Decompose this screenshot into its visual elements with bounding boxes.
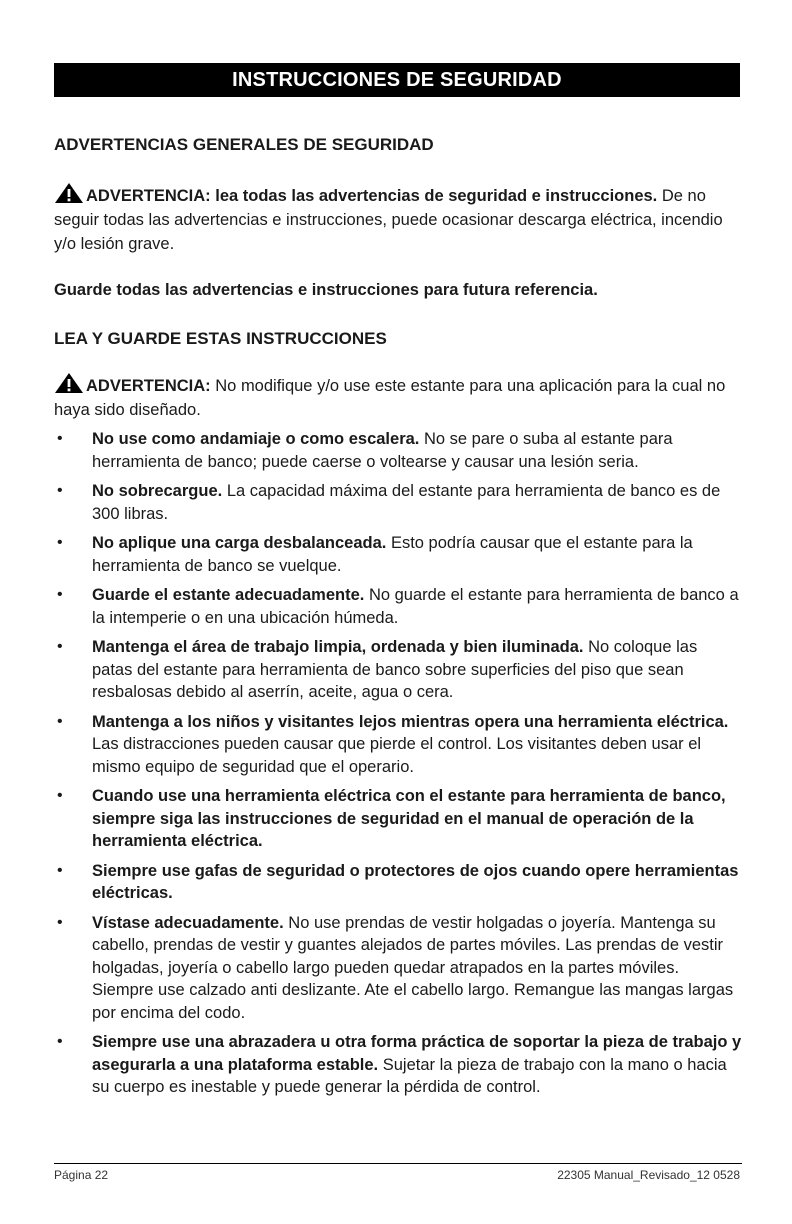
bullet-text: Sujetar la pieza de trabajo con la mano o hacia su cuerpo es inestable y puede generar la pérdida de control. [92, 1055, 727, 1096]
bullet-text: La capacidad máxima del estante para herramienta de banco es de 300 libras. [92, 482, 721, 523]
bullet-bold: Mantenga el área de trabajo limpia, ordenada y bien iluminada. [92, 638, 584, 656]
bullet-bold: Vístase adecuadamente. [92, 913, 284, 932]
general-warning-paragraph [54, 182, 742, 256]
list-item [54, 636, 742, 704]
modification-warning-bold: ADVERTENCIA: [86, 377, 211, 395]
bullet-text: No coloque las patas del estante para herramienta de banco sobre superficies del piso que sean resbalosas debido al aserrín, aceite, agua o cera. [92, 638, 698, 701]
bullet-bold: No use como andamiaje o como escalera. [92, 430, 420, 448]
list-item [54, 532, 742, 577]
page-number: Página 22 [54, 1168, 109, 1182]
list-item [54, 711, 742, 779]
bullet-bold: No sobrecargue. [92, 482, 223, 500]
section-heading-read-and-save: LEA Y GUARDE ESTAS INSTRUCCIONES [54, 329, 387, 348]
list-item [54, 912, 742, 1025]
bullet-text: No guarde el estante para herramienta de banco a la intemperie o en una ubicación húmeda. [92, 586, 739, 627]
save-instructions-note: Guarde todas las advertencias e instrucciones para futura referencia. [54, 281, 598, 299]
bullet-marker: • [57, 482, 63, 499]
list-item [54, 1031, 742, 1099]
bullet-marker: • [57, 638, 63, 655]
bullet-marker: • [57, 1033, 63, 1050]
general-warning-bold: ADVERTENCIA: lea todas las advertencias de seguridad e instrucciones. [86, 187, 658, 205]
bullet-bold: Cuando use una herramienta eléctrica con el estante para herramienta de banco, siempre siga las instrucciones de seguridad en el manual de operación de la herramienta eléctrica. [92, 787, 726, 850]
bullet-marker: • [57, 913, 63, 931]
bullet-bold: Mantenga a los niños y visitantes lejos mientras opera una herramienta eléctrica. [92, 712, 729, 731]
bullet-text: Las distracciones pueden causar que pierde el control. Los visitantes deben usar el mismo equipo de seguridad que el operario. [92, 735, 702, 776]
list-item [54, 860, 742, 905]
page-content [54, 134, 742, 1106]
modification-warning-text: No modifique y/o use este estante para una aplicación para la cual no haya sido diseñado. [54, 377, 726, 419]
bullet-bold: Guarde el estante adecuadamente. [92, 586, 365, 604]
page-title-banner: INSTRUCCIONES DE SEGURIDAD [54, 63, 740, 97]
bullet-text: Esto podría causar que el estante para la herramienta de banco se vuelque. [92, 534, 693, 575]
modification-warning-paragraph [54, 372, 742, 422]
bullet-text: No se pare o suba al estante para herramienta de banco; puede caerse o voltearse y causar una lesión seria. [92, 430, 673, 471]
section-heading-general-warnings: ADVERTENCIAS GENERALES DE SEGURIDAD [54, 135, 434, 154]
general-warning-text: De no seguir todas las advertencias e instrucciones, puede ocasionar descarga eléctrica, incendio y/o lesión grave. [54, 187, 723, 253]
bullet-bold: Siempre use gafas de seguridad o protectores de ojos cuando opere herramientas eléctricas. [92, 861, 739, 902]
list-item [54, 480, 742, 525]
safety-bullet-list [54, 428, 742, 1099]
bullet-marker: • [57, 712, 63, 730]
bullet-bold: Siempre use una abrazadera u otra forma práctica de soportar la pieza de trabajo y asegurarla a una plataforma estable. [92, 1033, 742, 1074]
list-item [54, 584, 742, 629]
bullet-marker: • [57, 586, 63, 603]
bullet-bold: No aplique una carga desbalanceada. [92, 534, 387, 552]
list-item [54, 428, 742, 473]
footer-divider [54, 1163, 742, 1164]
bullet-marker: • [57, 430, 63, 447]
document-id: 22305 Manual_Revisado_12 0528 [557, 1168, 740, 1182]
list-item [54, 785, 742, 853]
bullet-text: No use prendas de vestir holgadas o joyería. Mantenga su cabello, prendas de vestir y guantes alejados de partes móviles. Las prendas de vestir holgadas, joyería o cabello largo pueden quedar atrapados en la partes móviles. Siempre use calzado anti deslizante. Ate el cabello largo. Remangue las mangas largas por encima del codo. [92, 913, 734, 1022]
bullet-marker: • [57, 787, 63, 804]
bullet-marker: • [57, 534, 63, 551]
warning-triangle-icon [54, 372, 84, 394]
bullet-marker: • [57, 861, 63, 879]
warning-triangle-icon [54, 182, 84, 204]
